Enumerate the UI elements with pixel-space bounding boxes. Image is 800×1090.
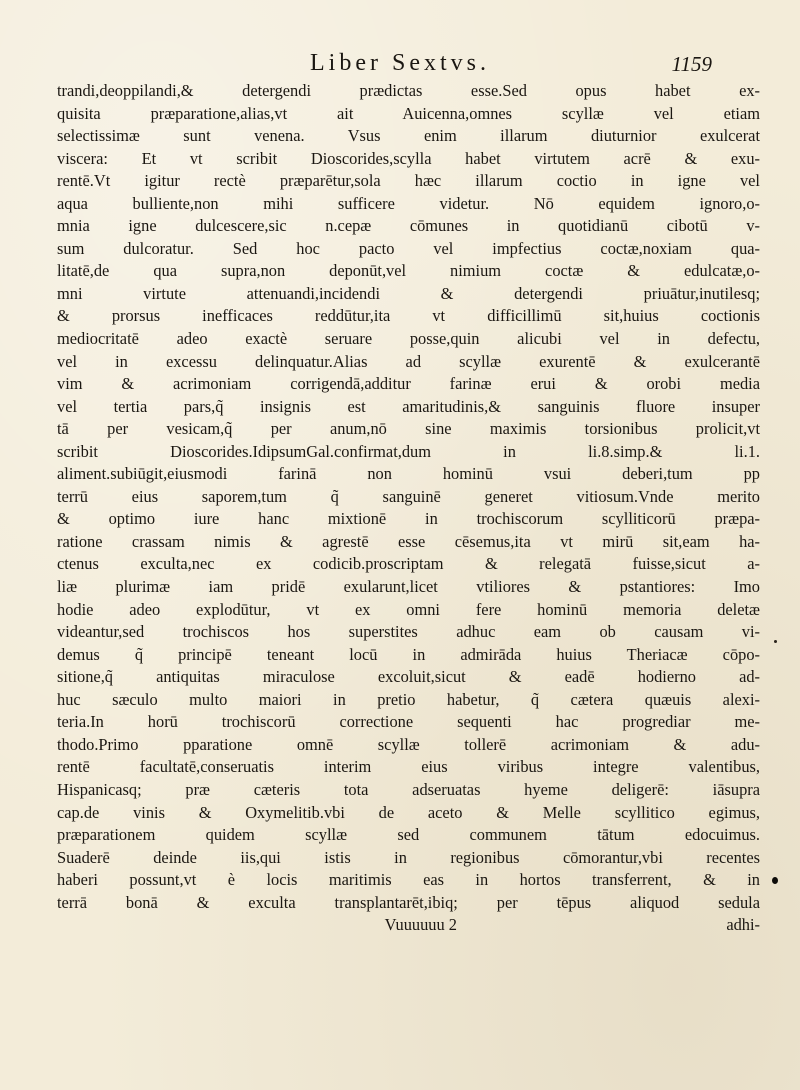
text-line: tā per vesicam,q̃ per anum,nō sine maximis torsionibus prolicit,vt (57, 419, 760, 439)
text-line: ctenus exculta,nec ex codicib.proscriptam & relegatā fuisse,sicut a- (57, 554, 760, 574)
page-number: 1159 (671, 52, 712, 76)
text-line: vel tertia pars,q̃ insignis est amaritudinis,& sanguinis fluore insuper (57, 396, 760, 416)
text-line: ratione crassam nimis & agrestē esse cēsemus,ita vt mirū sit,eam ha- (57, 531, 760, 551)
body-text (57, 80, 760, 937)
text-line: scribit Dioscorides.IdipsumGal.confirmat,dum in li.8.simp.& li.1. (57, 441, 760, 461)
signature-mark: Vuuuuuu 2 (384, 915, 457, 935)
text-line: Suaderē deinde iis,qui istis in regionibus cōmorantur,vbi recentes (57, 847, 760, 867)
running-head: Liber Sextvs. (310, 50, 490, 76)
text-line: Hispanicasq; præ cæteris tota adseruatas hyeme deligerē: iāsupra (57, 779, 760, 799)
text-line: mediocritatē adeo exactè seruare posse,quin alicubi vel in defectu, (57, 329, 760, 349)
text-line: terrā bonā & exculta transplantarēt,ibiq; per tēpus aliquod sedula (57, 892, 760, 912)
text-line: quisita præparatione,alias,vt ait Auicenna,omnes scyllæ vel etiam (57, 103, 760, 123)
text-line: mnia igne dulcescere,sic n.cepæ cōmunes in quotidianū cibotū v- (57, 216, 760, 236)
text-line: rentē facultatē,conseruatis interim eius viribus integre valentibus, (57, 757, 760, 777)
text-line: vim & acrimoniam corrigendā,additur farinæ erui & orobi media (57, 374, 760, 394)
text-line: mni virtute attenuandi,incidendi & detergendi priuātur,inutilesq; (57, 283, 760, 303)
text-line: trandi,deoppilandi,& detergendi prædictas esse.Sed opus habet ex- (57, 81, 760, 100)
text-line: aqua bulliente,non mihi sufficere videtur. Nō equidem ignoro,o- (57, 193, 760, 213)
margin-speck (774, 640, 777, 643)
text-line: litatē,de qua supra,non deponūt,vel nimium coctæ & edulcatæ,o- (57, 261, 760, 281)
text-line: aliment.subiūgit,eiusmodi farinā non hominū vsui deberi,tum pp (57, 464, 760, 484)
text-line: vel in excessu delinquatur.Alias ad scyllæ exurentē & exulcerantē (57, 351, 760, 371)
text-line: rentē.Vt igitur rectè præparētur,sola hæc illarum coctio in igne vel (57, 171, 760, 191)
text-line: demus q̃ principē teneant locū in admirāda huius Theriacæ cōpo- (57, 644, 760, 664)
text-line: viscera: Et vt scribit Dioscorides,scylla habet virtutem acrē & exu- (57, 148, 760, 168)
text-line: haberi possunt,vt è locis maritimis eas in hortos transferrent, & in (57, 870, 760, 890)
text-line: thodo.Primo pparatione omnē scyllæ tollerē acrimoniam & adu- (57, 734, 760, 754)
text-line: præparationem quidem scyllæ sed communem tātum edocuimus. (57, 825, 760, 845)
text-line: teria.In horū trochiscorū correctione sequenti hac progrediar me- (57, 712, 760, 732)
text-line: sum dulcoratur. Sed hoc pacto vel impfectius coctæ,noxiam qua- (57, 238, 760, 258)
ink-blot (772, 877, 778, 884)
text-line: cap.de vinis & Oxymelitib.vbi de aceto & Melle scyllitico egimus, (57, 802, 760, 822)
text-line: terrū eius saporem,tum q̃ sanguinē generet vitiosum.Vnde merito (57, 486, 760, 506)
signature-line (57, 914, 760, 937)
text-line: videantur,sed trochiscos hos superstites adhuc eam ob causam vi- (57, 622, 760, 642)
text-line: huc sæculo multo maiori in pretio habetur, q̃ cætera quæuis alexi- (57, 689, 760, 709)
text-line: selectissimæ sunt venena. Vsus enim illarum diuturnior exulcerat (57, 126, 760, 146)
text-line: hodie adeo explodūtur, vt ex omni fere hominū memoria deletæ (57, 599, 760, 619)
text-line: sitione,q̃ antiquitas miraculose excoluit,sicut & eadē hodierno ad- (57, 667, 760, 687)
catchword: adhi- (726, 915, 760, 935)
text-line: & prorsus inefficaces reddūtur,ita vt difficillimū sit,huius coctionis (57, 306, 760, 326)
text-line: & optimo iure hanc mixtionē in trochiscorum scylliticorū præpa- (57, 509, 760, 529)
text-line: liæ plurimæ iam pridē exularunt,licet vtiliores & pstantiores: Imo (57, 577, 760, 597)
